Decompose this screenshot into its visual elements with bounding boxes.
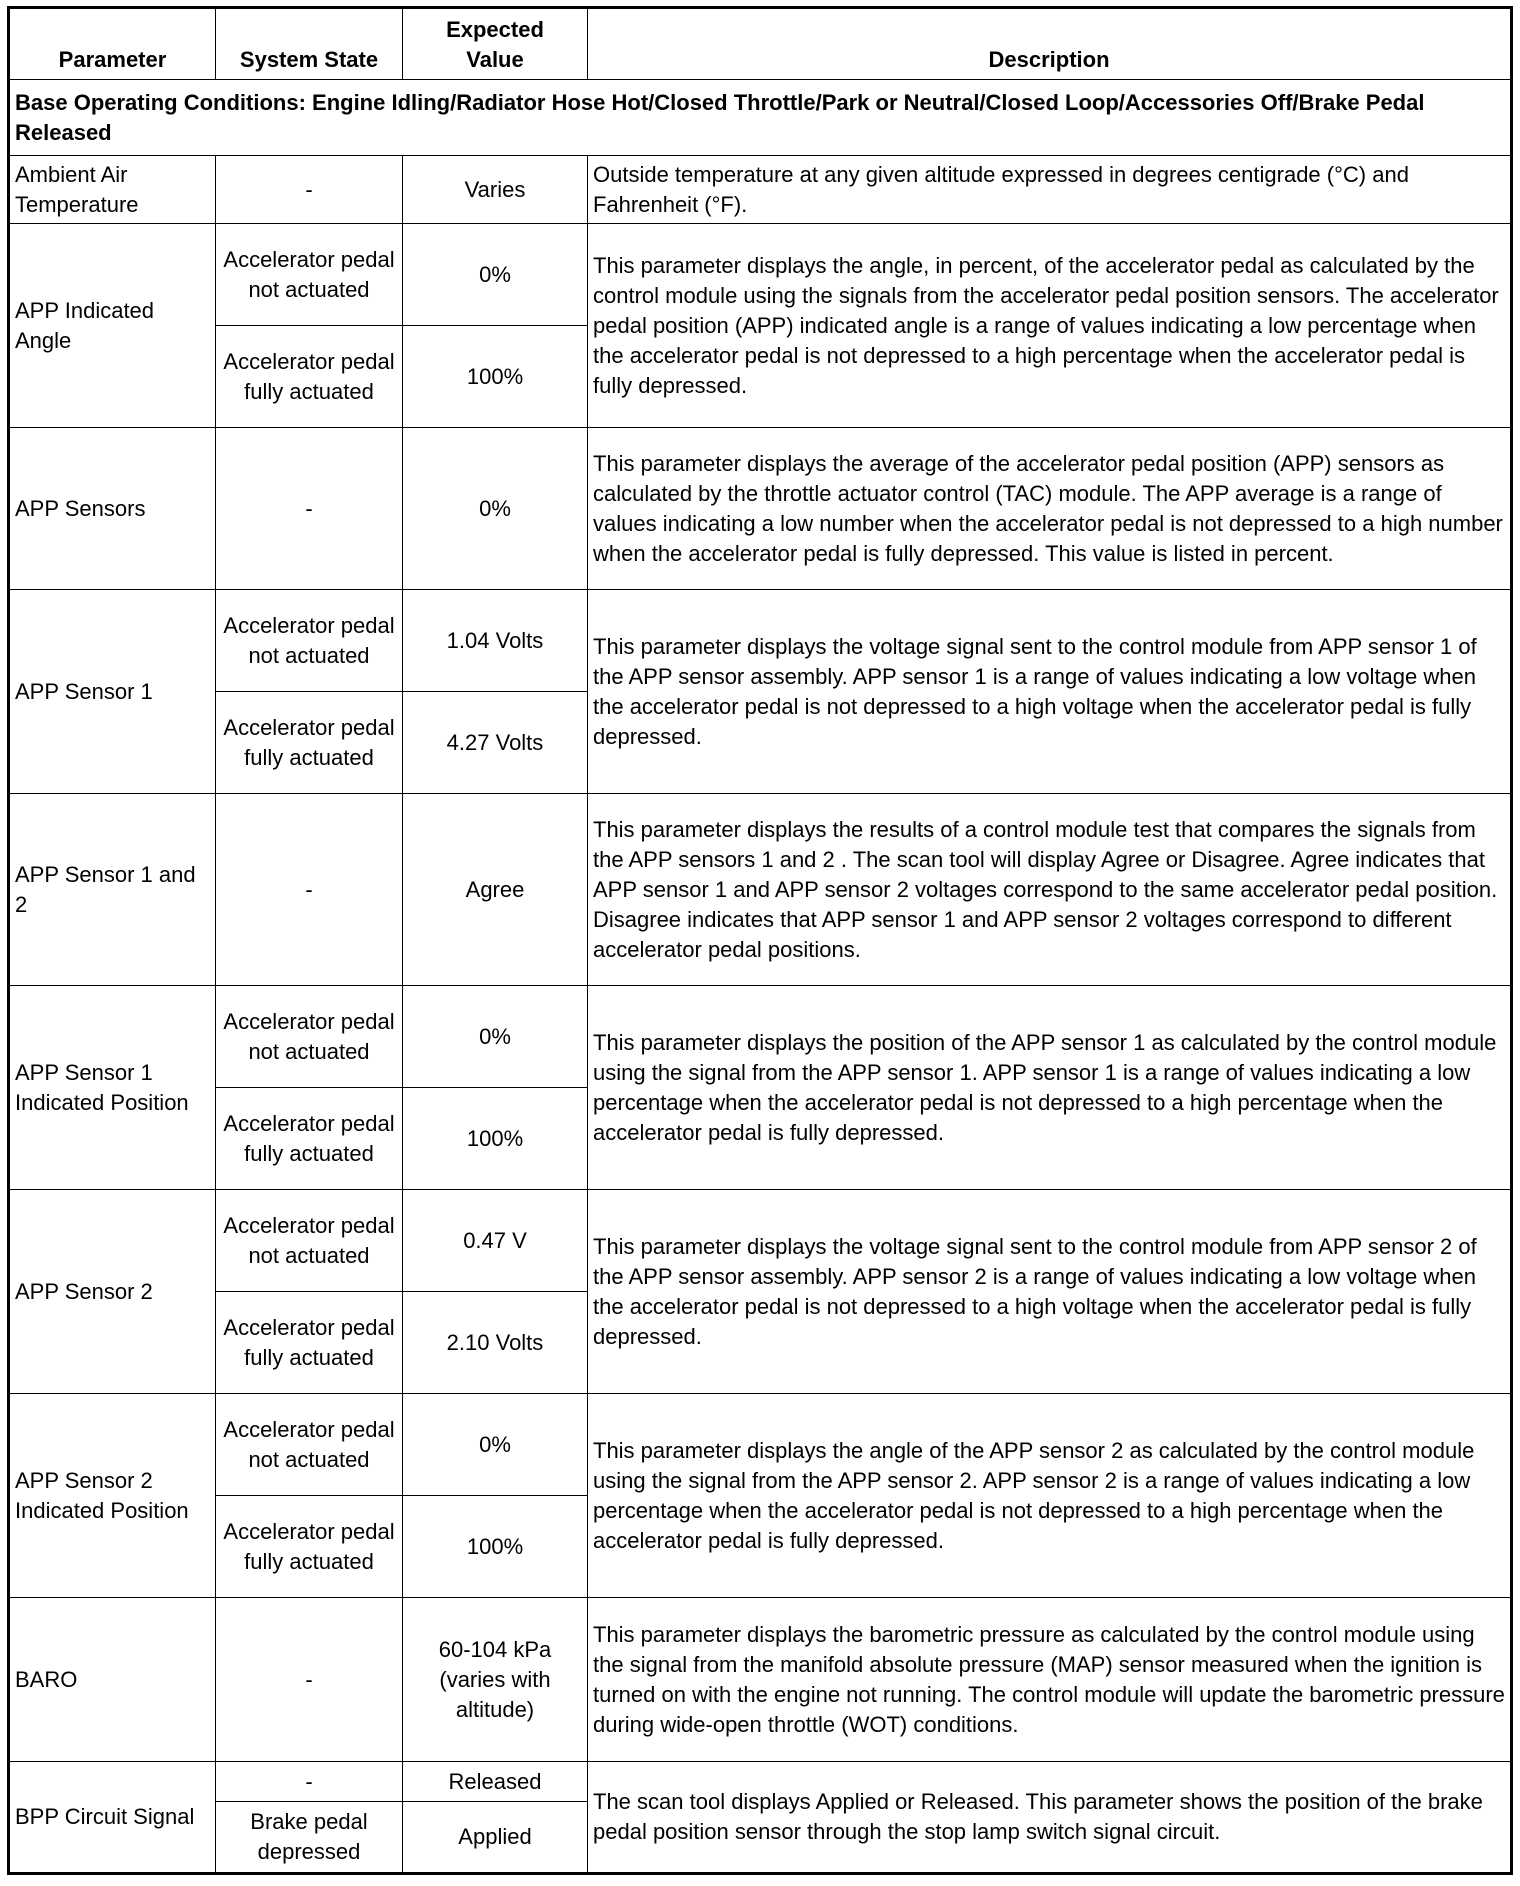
expected-value-cell: 100% <box>403 326 588 428</box>
expected-value-cell: 0% <box>403 986 588 1088</box>
expected-value-cell: 100% <box>403 1496 588 1598</box>
system-state-cell: Accelerator pedal not actuated <box>216 986 403 1088</box>
table-row <box>9 224 1512 326</box>
description-cell: This parameter displays the barometric pressure as calculated by the control module using the signal from the manifold absolute pressure (MAP) sensor measured when the ignition is turned on with the engine not running. The control module will update the barometric pressure during wide-open throttle (WOT) conditions. <box>588 1598 1512 1762</box>
system-state-cell: Accelerator pedal not actuated <box>216 590 403 692</box>
description-cell: Outside temperature at any given altitude expressed in degrees centigrade (°C) and Fahrenheit (°F). <box>588 156 1512 224</box>
description-cell: This parameter displays the results of a control module test that compares the signals from the APP sensors 1 and 2 . The scan tool will display Agree or Disagree. Agree indicates that APP sensor 1 and APP sensor 2 voltages correspond to the same accelerator pedal position. Disagree indicates that APP sensor 1 and APP sensor 2 voltages correspond to different accelerator pedal positions. <box>588 794 1512 986</box>
parameter-cell: APP Sensor 2 <box>9 1190 216 1394</box>
expected-value-cell: Applied <box>403 1802 588 1874</box>
system-state-cell: - <box>216 1598 403 1762</box>
table-row <box>9 1190 1512 1292</box>
table-row <box>9 156 1512 224</box>
parameter-cell: APP Sensor 1 Indicated Position <box>9 986 216 1190</box>
expected-value-cell: 0% <box>403 224 588 326</box>
header-row <box>9 8 1512 80</box>
expected-value-cell: Varies <box>403 156 588 224</box>
expected-value-cell: 0% <box>403 1394 588 1496</box>
header-system-state: System State <box>216 8 403 80</box>
system-state-cell: Accelerator pedal fully actuated <box>216 1088 403 1190</box>
system-state-cell: Accelerator pedal not actuated <box>216 1394 403 1496</box>
expected-value-cell: Released <box>403 1762 588 1802</box>
expected-value-cell: Agree <box>403 794 588 986</box>
expected-value-cell: 1.04 Volts <box>403 590 588 692</box>
system-state-cell: Brake pedal depressed <box>216 1802 403 1874</box>
description-cell: This parameter displays the voltage signal sent to the control module from APP sensor 2 of the APP sensor assembly. APP sensor 2 is a range of values indicating a low voltage when the accelerator pedal is not depressed to a high voltage when the accelerator pedal is fully depressed. <box>588 1190 1512 1394</box>
expected-value-cell: 0.47 V <box>403 1190 588 1292</box>
parameter-cell: BARO <box>9 1598 216 1762</box>
description-cell: This parameter displays the average of the accelerator pedal position (APP) sensors as calculated by the throttle actuator control (TAC) module. The APP average is a range of values indicating a low number when the accelerator pedal is not depressed to a high number when the accelerator pedal is fully depressed. This value is listed in percent. <box>588 428 1512 590</box>
system-state-cell: Accelerator pedal fully actuated <box>216 692 403 794</box>
header-parameter: Parameter <box>9 8 216 80</box>
expected-value-cell: 0% <box>403 428 588 590</box>
description-cell: This parameter displays the angle of the APP sensor 2 as calculated by the control module using the signal from the APP sensor 2. APP sensor 2 is a range of values indicating a low percentage when the accelerator pedal is not depressed to a high percentage when the accelerator pedal is fully depressed. <box>588 1394 1512 1598</box>
parameter-cell: BPP Circuit Signal <box>9 1762 216 1874</box>
expected-value-cell: 2.10 Volts <box>403 1292 588 1394</box>
base-conditions: Base Operating Conditions: Engine Idling/Radiator Hose Hot/Closed Throttle/Park or Neutral/Closed Loop/Accessories Off/Brake Pedal Released <box>9 80 1512 156</box>
table-row <box>9 428 1512 590</box>
parameter-cell: APP Sensor 1 <box>9 590 216 794</box>
table-row <box>9 1394 1512 1496</box>
parameter-cell: APP Indicated Angle <box>9 224 216 428</box>
parameter-cell: APP Sensor 2 Indicated Position <box>9 1394 216 1598</box>
header-description: Description <box>588 8 1512 80</box>
expected-value-cell: 100% <box>403 1088 588 1190</box>
description-cell: This parameter displays the position of the APP sensor 1 as calculated by the control module using the signal from the APP sensor 1. APP sensor 1 is a range of values indicating a low percentage when the accelerator pedal is not depressed to a high percentage when the accelerator pedal is fully depressed. <box>588 986 1512 1190</box>
system-state-cell: Accelerator pedal fully actuated <box>216 326 403 428</box>
parameter-cell: Ambient Air Temperature <box>9 156 216 224</box>
system-state-cell: - <box>216 156 403 224</box>
system-state-cell: - <box>216 1762 403 1802</box>
parameter-cell: APP Sensor 1 and 2 <box>9 794 216 986</box>
system-state-cell: Accelerator pedal not actuated <box>216 1190 403 1292</box>
table-row <box>9 1598 1512 1762</box>
parameter-table <box>7 6 1513 1875</box>
base-conditions-row <box>9 80 1512 156</box>
table-row <box>9 590 1512 692</box>
expected-value-cell: 60-104 kPa (varies with altitude) <box>403 1598 588 1762</box>
description-cell: This parameter displays the angle, in percent, of the accelerator pedal as calculated by the control module using the signals from the accelerator pedal position sensors. The accelerator pedal position (APP) indicated angle is a range of values indicating a low percentage when the accelerator pedal is not depressed to a high percentage when the accelerator pedal is fully depressed. <box>588 224 1512 428</box>
system-state-cell: Accelerator pedal fully actuated <box>216 1292 403 1394</box>
system-state-cell: - <box>216 428 403 590</box>
system-state-cell: - <box>216 794 403 986</box>
parameter-cell: APP Sensors <box>9 428 216 590</box>
header-expected-value: Expected Value <box>403 8 588 80</box>
system-state-cell: Accelerator pedal fully actuated <box>216 1496 403 1598</box>
expected-value-cell: 4.27 Volts <box>403 692 588 794</box>
table-row <box>9 986 1512 1088</box>
description-cell: This parameter displays the voltage signal sent to the control module from APP sensor 1 of the APP sensor assembly. APP sensor 1 is a range of values indicating a low voltage when the accelerator pedal is not depressed to a high voltage when the accelerator pedal is fully depressed. <box>588 590 1512 794</box>
table-row <box>9 1762 1512 1802</box>
system-state-cell: Accelerator pedal not actuated <box>216 224 403 326</box>
table-row <box>9 794 1512 986</box>
description-cell: The scan tool displays Applied or Released. This parameter shows the position of the brake pedal position sensor through the stop lamp switch signal circuit. <box>588 1762 1512 1874</box>
